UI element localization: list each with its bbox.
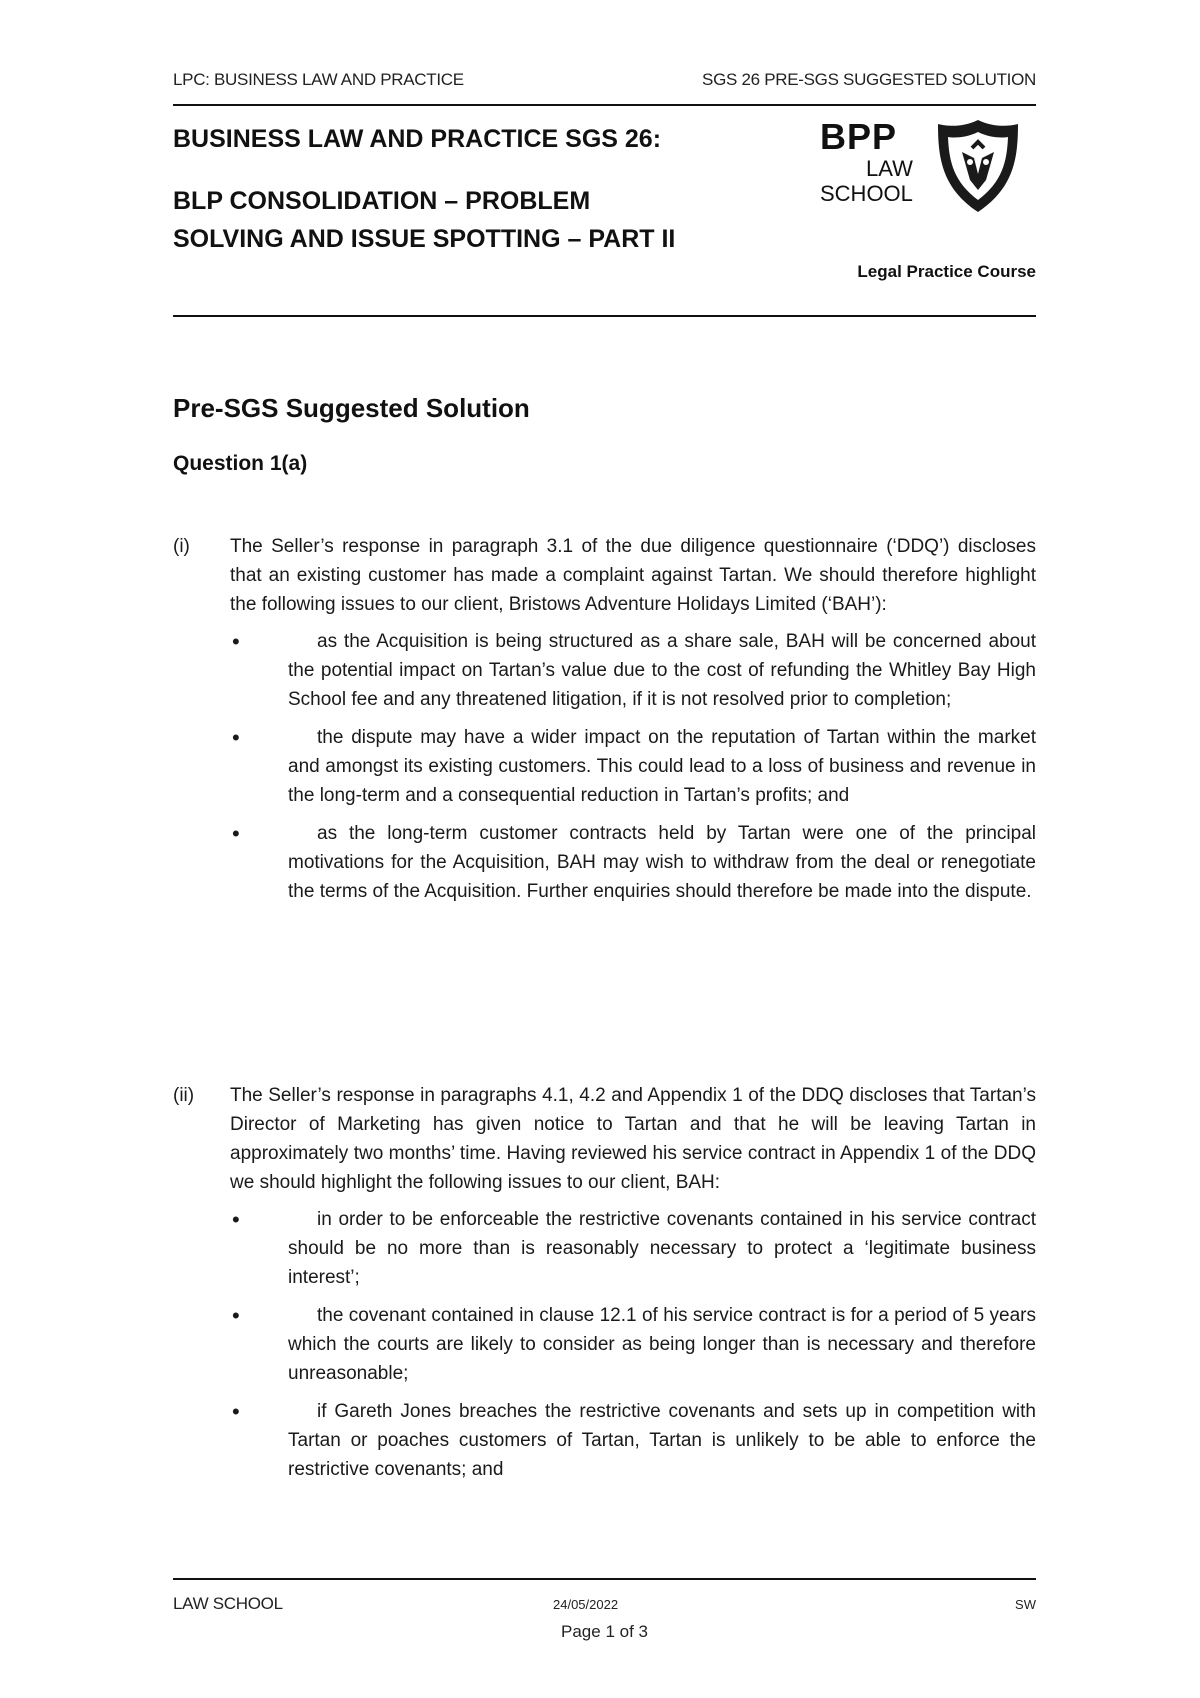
bullet-icon: • bbox=[232, 1207, 240, 1232]
question-title: Question 1(a) bbox=[173, 452, 308, 475]
title-rule bbox=[173, 315, 1036, 317]
footer-rule bbox=[173, 1578, 1036, 1580]
list-item: • as the Acquisition is being structured as a share sale, BAH will be concerned about the potential impact on Tartan’s value due to the cost of refunding the Whitley Bay High School fee and any threatened litigation, if it is not resolved prior to completion; bbox=[232, 629, 1036, 710]
logo-school: SCHOOL bbox=[820, 181, 913, 206]
title-line-1: BUSINESS LAW AND PRACTICE SGS 26: bbox=[173, 125, 662, 153]
item-marker: (ii) bbox=[173, 1085, 195, 1106]
bullet-list bbox=[173, 627, 1036, 906]
logo-wordmark bbox=[820, 118, 930, 206]
bullet-icon: • bbox=[232, 725, 240, 750]
list-item: • the covenant contained in clause 12.1 of his service contract is for a period of 5 years which the courts are likely to consider as being longer than is necessary and therefore unreasonable; bbox=[232, 1303, 1036, 1384]
item-marker: (i) bbox=[173, 536, 190, 557]
bpp-law-school-logo bbox=[820, 118, 1020, 218]
list-item: • in order to be enforceable the restrictive covenants contained in his service contract should be no more than is reasonably necessary to protect a ‘legitimate business interest’; bbox=[232, 1207, 1036, 1288]
course-label: Legal Practice Course bbox=[857, 262, 1036, 281]
bullet-icon: • bbox=[232, 1399, 240, 1424]
title-line-2: BLP CONSOLIDATION – PROBLEM bbox=[173, 187, 591, 215]
section-title: Pre-SGS Suggested Solution bbox=[173, 393, 530, 423]
footer-initials: SW bbox=[1015, 1597, 1036, 1612]
item-paragraph: The Seller’s response in paragraph 3.1 of the due diligence questionnaire (‘DDQ’) discloses that an existing customer has made a complaint against Tartan. We should therefore highlight the following issues to our client, Bristows Adventure Holidays Limited (‘BAH’): bbox=[230, 536, 1036, 615]
footer-date: 24/05/2022 bbox=[553, 1597, 619, 1612]
bullet-list bbox=[173, 1205, 1036, 1484]
title-block bbox=[173, 120, 793, 258]
title-line-3: SOLVING AND ISSUE SPOTTING – PART II bbox=[173, 225, 676, 253]
running-header bbox=[173, 70, 1036, 90]
list-item: • if Gareth Jones breaches the restrictive covenants and sets up in competition with Tartan or poaches customers of Tartan, Tartan is unlikely to be able to enforce the restrictive covenants; and bbox=[232, 1399, 1036, 1480]
answer-item-i bbox=[173, 532, 1036, 915]
answer-item-ii bbox=[173, 1081, 1036, 1493]
page-number: Page 1 of 3 bbox=[561, 1622, 648, 1641]
item-paragraph: The Seller’s response in paragraphs 4.1, 4.2 and Appendix 1 of the DDQ discloses that Tartan’s Director of Marketing has given notice to Tartan and that he will be leaving Tartan in approximately two months’ time. Having reviewed his service contract in Appendix 1 of the DDQ we should highlight the following issues to our client, BAH: bbox=[230, 1085, 1036, 1193]
footer-left: LAW SCHOOL bbox=[173, 1594, 283, 1613]
bullet-icon: • bbox=[232, 821, 240, 846]
header-right: SGS 26 PRE-SGS SUGGESTED SOLUTION bbox=[702, 70, 1036, 89]
lion-shield-icon bbox=[936, 118, 1020, 214]
list-item: • the dispute may have a wider impact on the reputation of Tartan within the market and amongst its existing customers. This could lead to a loss of business and revenue in the long-term and a consequential reduction in Tartan’s profits; and bbox=[232, 725, 1036, 806]
list-item: • as the long-term customer contracts held by Tartan were one of the principal motivations for the Acquisition, BAH may wish to withdraw from the deal or renegotiate the terms of the Acquisition. Further enquiries should therefore be made into the dispute. bbox=[232, 821, 1036, 902]
bullet-icon: • bbox=[232, 1303, 240, 1328]
logo-brand: BPP bbox=[820, 116, 898, 157]
logo-law: LAW bbox=[866, 156, 913, 181]
header-left: LPC: BUSINESS LAW AND PRACTICE bbox=[173, 70, 464, 89]
header-rule bbox=[173, 104, 1036, 106]
bullet-icon: • bbox=[232, 629, 240, 654]
